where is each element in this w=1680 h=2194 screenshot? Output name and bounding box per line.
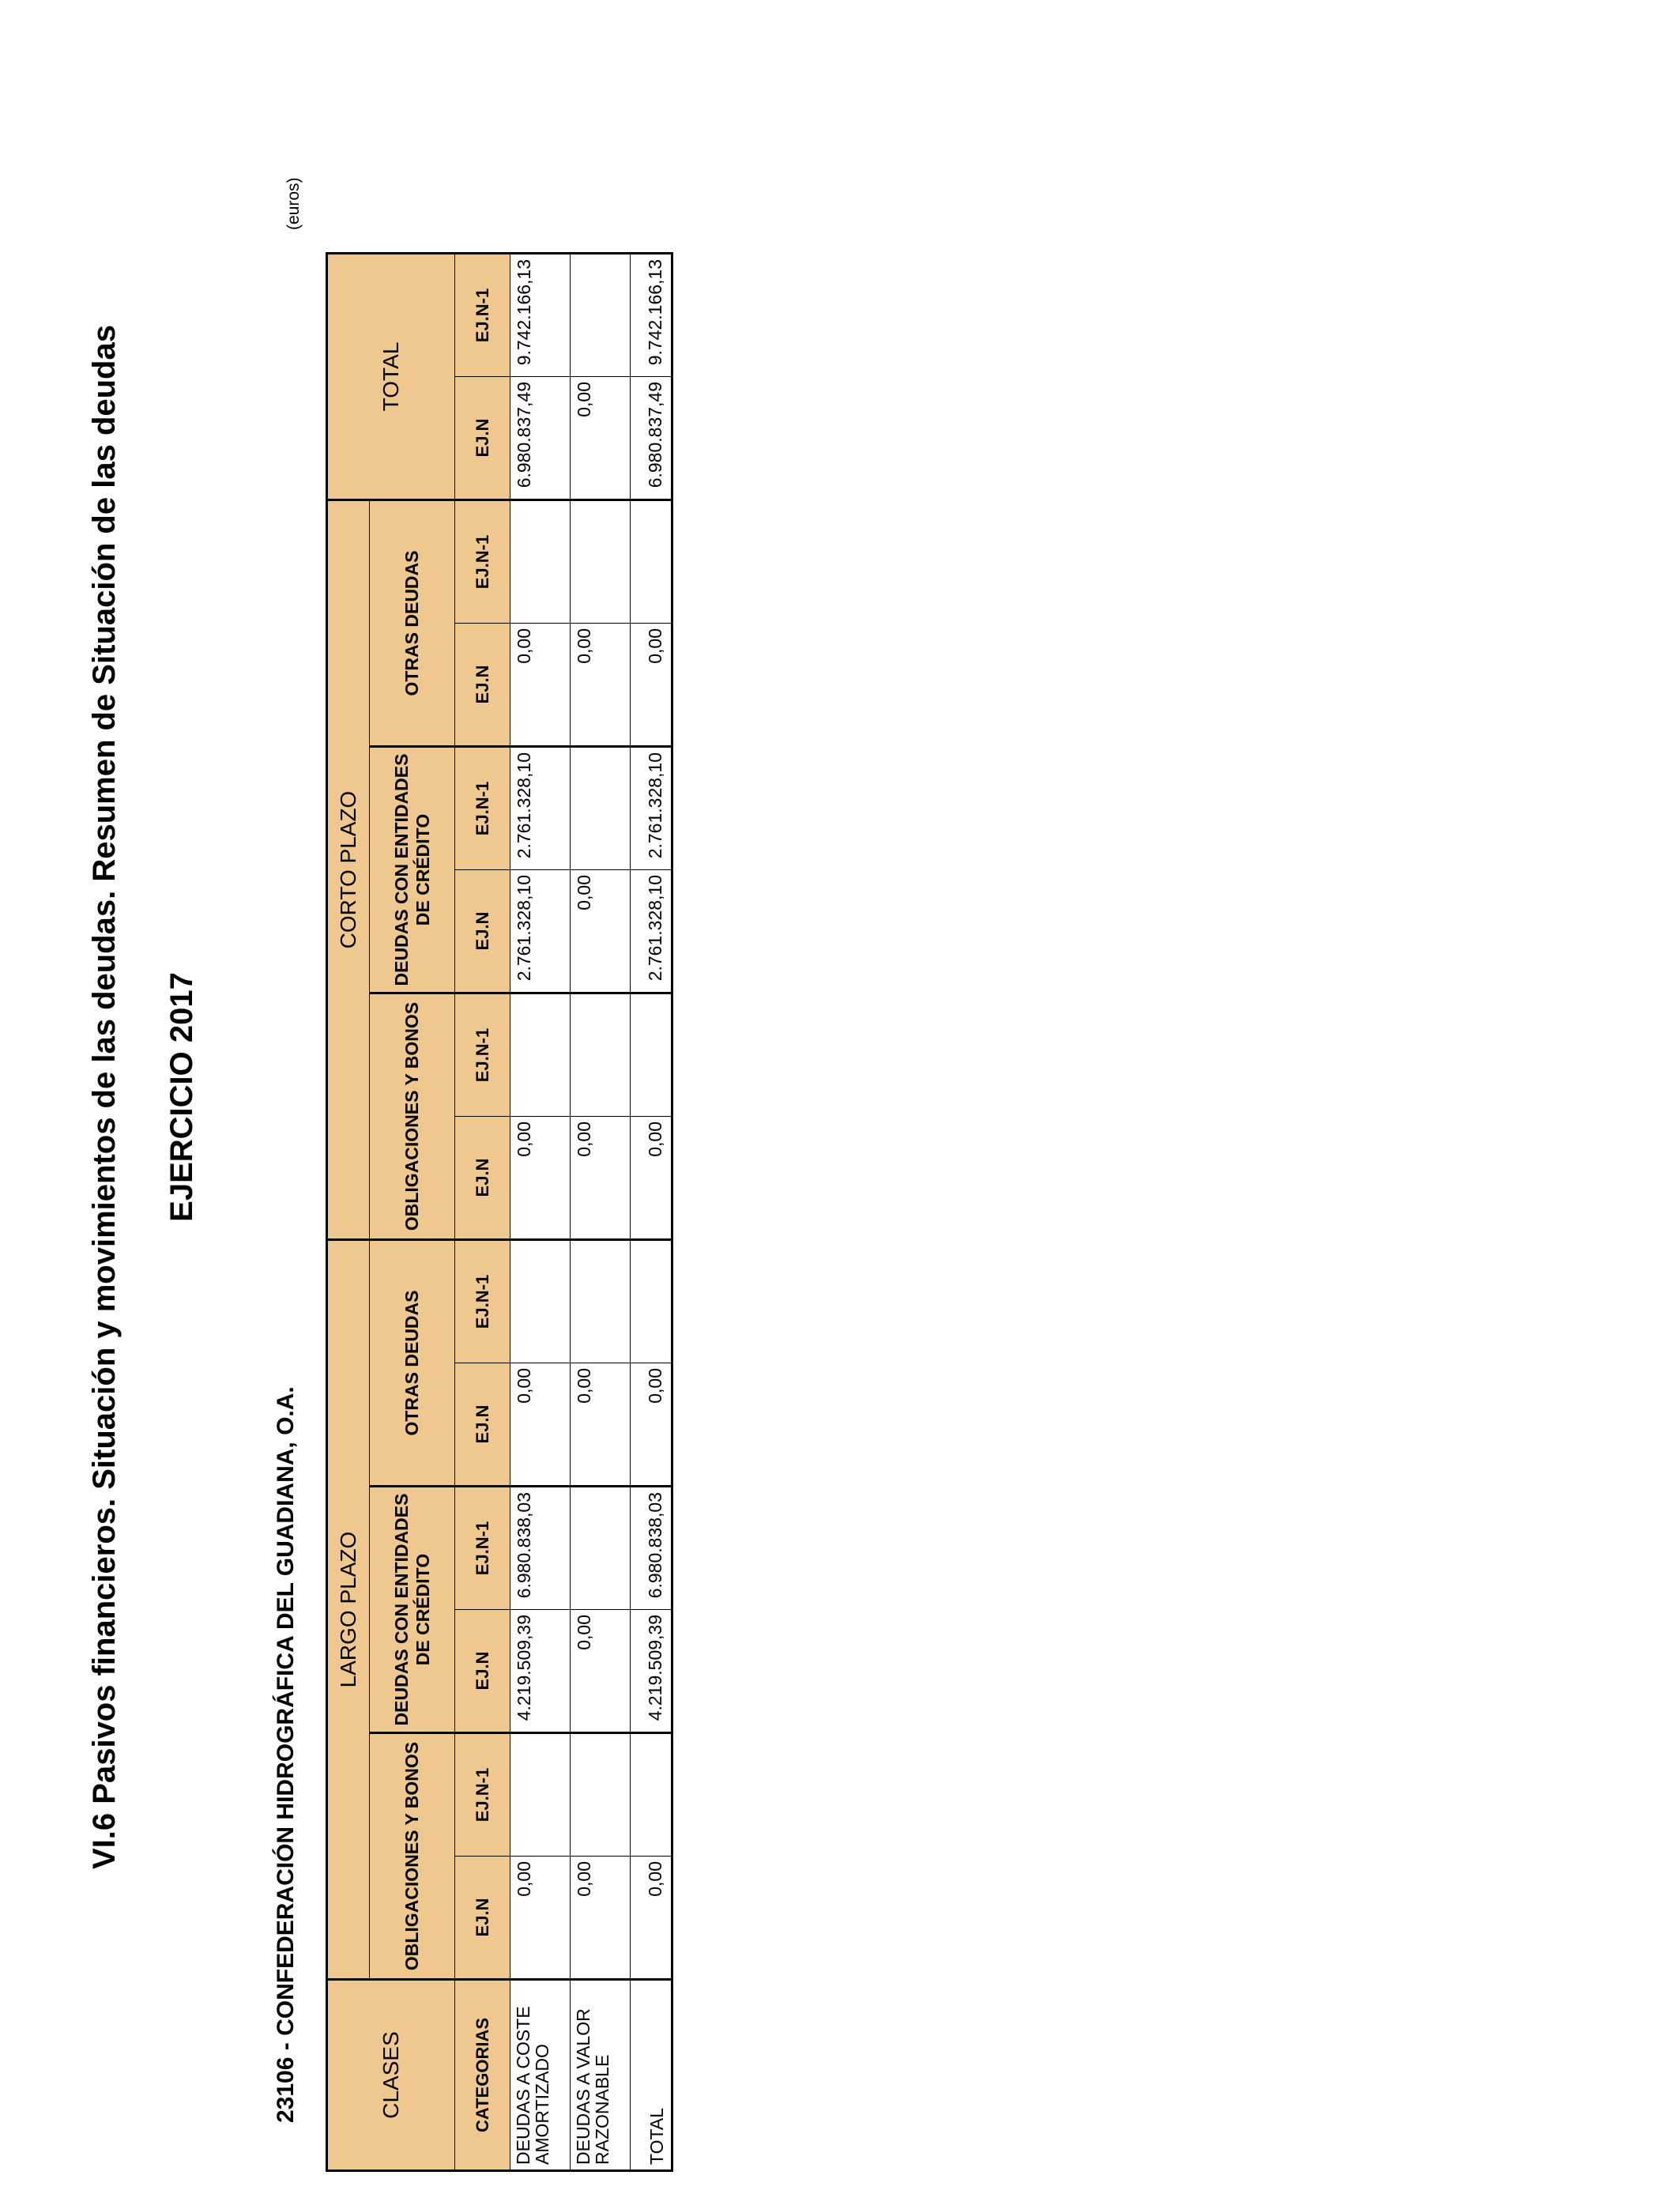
col-ejn1: EJ.N-1 xyxy=(455,1487,510,1610)
col-ejn: EJ.N xyxy=(455,870,510,993)
clases-header: CLASES xyxy=(327,1980,455,2171)
col-ejn: EJ.N xyxy=(455,377,510,500)
value-cell: 2.761.328,10 xyxy=(510,870,571,993)
value-cell: 6.980.838,03 xyxy=(631,1487,672,1610)
table-row xyxy=(571,254,631,2171)
corto-plazo-header: CORTO PLAZO xyxy=(327,500,370,1240)
col-ejn: EJ.N xyxy=(455,1363,510,1487)
value-cell: 0,00 xyxy=(571,1857,631,1980)
table-row xyxy=(510,254,571,2171)
value-cell xyxy=(571,747,631,870)
value-cell: 4.219.509,39 xyxy=(631,1610,672,1733)
value-cell xyxy=(510,993,571,1117)
value-cell: 9.742.166,13 xyxy=(631,254,672,377)
value-cell xyxy=(571,1487,631,1610)
category-cell: DEUDAS A COSTE AMORTIZADO xyxy=(510,1980,571,2171)
value-cell: 0,00 xyxy=(571,1363,631,1487)
col-ejn: EJ.N xyxy=(455,624,510,747)
value-cell xyxy=(631,1733,672,1857)
value-cell xyxy=(571,1240,631,1363)
value-cell: 0,00 xyxy=(631,1857,672,1980)
value-cell xyxy=(631,500,672,624)
value-cell: 9.742.166,13 xyxy=(510,254,571,377)
total-header: TOTAL xyxy=(327,254,455,500)
cp-otras-deudas-header: OTRAS DEUDAS xyxy=(370,500,455,747)
value-cell: 0,00 xyxy=(510,1117,571,1240)
value-cell: 6.980.837,49 xyxy=(631,377,672,500)
col-ejn: EJ.N xyxy=(455,1610,510,1733)
value-cell: 0,00 xyxy=(510,1857,571,1980)
page-title: VI.6 Pasivos financieros. Situación y movimientos de las deudas. Resumen de Situación de las deudas xyxy=(87,325,122,1869)
value-cell: 0,00 xyxy=(571,624,631,747)
col-ejn1: EJ.N-1 xyxy=(455,1733,510,1857)
value-cell: 6.980.838,03 xyxy=(510,1487,571,1610)
value-cell: 0,00 xyxy=(631,1363,672,1487)
exercise-year: EJERCICIO 2017 xyxy=(164,972,199,1222)
value-cell: 0,00 xyxy=(510,624,571,747)
table-row-total xyxy=(631,254,672,2171)
col-ejn1: EJ.N-1 xyxy=(455,254,510,377)
value-cell: 0,00 xyxy=(631,624,672,747)
value-cell xyxy=(571,1733,631,1857)
col-ejn: EJ.N xyxy=(455,1117,510,1240)
value-cell: 0,00 xyxy=(631,1117,672,1240)
col-ejn1: EJ.N-1 xyxy=(455,993,510,1117)
value-cell: 0,00 xyxy=(571,1610,631,1733)
value-cell: 2.761.328,10 xyxy=(631,747,672,870)
value-cell: 0,00 xyxy=(571,870,631,993)
col-ejn: EJ.N xyxy=(455,1857,510,1980)
value-cell xyxy=(510,500,571,624)
value-cell: 4.219.509,39 xyxy=(510,1610,571,1733)
value-cell xyxy=(571,254,631,377)
value-cell: 6.980.837,49 xyxy=(510,377,571,500)
category-cell: DEUDAS A VALOR RAZONABLE xyxy=(571,1980,631,2171)
lp-deudas-entidades-header: DEUDAS CON ENTIDADES DE CRÉDITO xyxy=(370,1487,455,1733)
value-cell: 0,00 xyxy=(571,377,631,500)
value-cell xyxy=(631,993,672,1117)
value-cell: 0,00 xyxy=(571,1117,631,1240)
value-cell xyxy=(571,993,631,1117)
lp-obligaciones-header: OBLIGACIONES Y BONOS xyxy=(370,1733,455,1980)
cp-obligaciones-header: OBLIGACIONES Y BONOS xyxy=(370,993,455,1240)
value-cell xyxy=(510,1240,571,1363)
value-cell: 2.761.328,10 xyxy=(510,747,571,870)
debt-summary-table xyxy=(326,252,673,2172)
lp-otras-deudas-header: OTRAS DEUDAS xyxy=(370,1240,455,1487)
organization-name: 23106 - CONFEDERACIÓN HIDROGRÁFICA DEL GUADIANA, O.A. xyxy=(273,1386,299,2123)
category-cell: TOTAL xyxy=(631,1980,672,2171)
col-ejn1: EJ.N-1 xyxy=(455,1240,510,1363)
value-cell xyxy=(571,500,631,624)
value-cell xyxy=(631,1240,672,1363)
col-ejn1: EJ.N-1 xyxy=(455,747,510,870)
cp-deudas-entidades-header: DEUDAS CON ENTIDADES DE CRÉDITO xyxy=(370,747,455,993)
value-cell: 0,00 xyxy=(510,1363,571,1487)
largo-plazo-header: LARGO PLAZO xyxy=(327,1240,370,1980)
value-cell: 2.761.328,10 xyxy=(631,870,672,993)
col-ejn1: EJ.N-1 xyxy=(455,500,510,624)
unit-label: (euros) xyxy=(284,177,303,230)
value-cell xyxy=(510,1733,571,1857)
categorias-header: CATEGORIAS xyxy=(455,1980,510,2171)
